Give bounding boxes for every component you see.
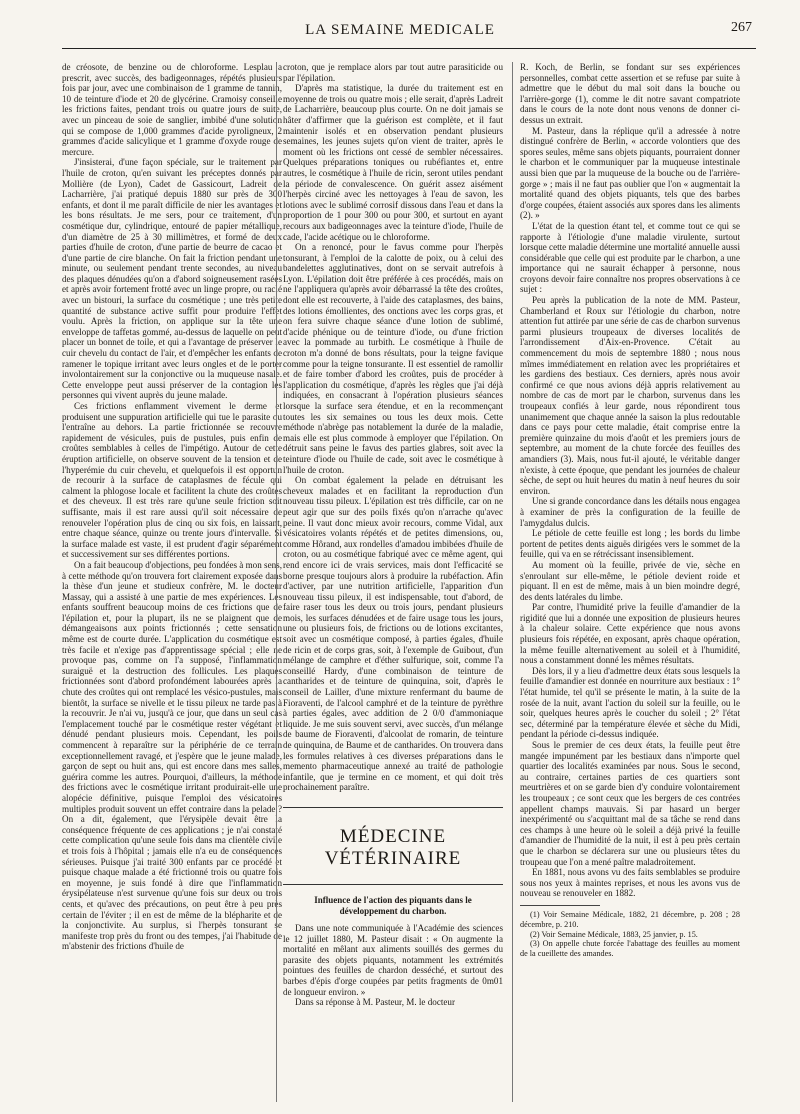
paragraph: Sous le premier de ces deux états, la feuille peut être mangée impunément par les bestiaux dans n'importe quel quartier des localités examinées par nous. Sous le second, au contraire, certaines parties de ces quartiers sont meurtrières et on se garde bien d'y conduire volontairement les troupeaux ; ce sont ceux que les bergers de ces contrées appellent champs mauvais. Si par hasard un berger inexpérimenté ou s'acquittant mal de sa tâche se rend dans ces champs à une heure où le soleil a déjà privé la feuille d'amandier de l'humidité de la nuit, il est à peu près certain que le charbon se déclarera sur une ou plusieurs têtes du troupeau que l'on a mené paître maladroitement.	[520, 740, 740, 867]
paragraph: On combat également la pelade en détruisant les cheveux malades et en facilitant la reproduction d'un nouveau tissu pileux. L'épilation est très difficile, car on ne peut agir que sur des poils fixés qu'on n'arrache qu'avec peine. Il vaut donc mieux avoir recours, comme Vidal, aux vésicatoires volants répétés et de petites dimensions, ou, comme Hôrand, aux rondelles d'amadou imbibées d'huile de croton, ou au cosmétique fabriqué avec ce même agent, qui rend encore ici de vrais services, mais dont l'efficacité se borne presque toujours alors à produire la rubéfaction. Afin d'activer, par une nutrition artificielle, l'apparition d'un nouveau tissu pileux, il est indispensable, tout d'abord, de faire raser tous les deux ou trois jours, pendant plusieurs mois, les surfaces dénudées et de faire usage tous les jours, une ou plusieurs fois, de frictions ou de lotions excitantes, soit avec un cosmétique composé, à parties égales, d'huile de ricin et de corps gras, soit, à l'exemple de Guibout, d'un mélange de camphre et d'éther sulfurique, soit, comme l'a conseillé Hardy, d'une combinaison de teinture de cantharides et de teinture de quinquina, soit, d'après le conseil de Lailler, d'une mixture renfermant du baume de Fioraventi, de l'alcool camphré et de la teinture de pyrèthre à parties égales, avec addition de 2 0/0 d'ammoniaque liquide. Je me suis souvent servi, avec succès, d'un mélange de baume de Fioraventi, d'alcoolat de romarin, de teinture de quinquina, de Baume et de cantharides. On trouvera dans les formules relatives à ces diverses préparations dans le memento pharmaceutique annexé au traité de pathologie infantile, que je termine en ce moment, et qui doit très prochainement paraître.	[283, 475, 503, 793]
column-1	[62, 62, 282, 1102]
footnotes	[520, 910, 740, 959]
paragraph: Peu après la publication de la note de MM. Pasteur, Chamberland et Roux sur l'étiologie du charbon, notre attention fut attirée par une série de cas de charbon survenus parmi plusieurs troupeaux de diverses localités de l'arrondissement d'Aix-en-Provence. C'était au commencement du mois de septembre 1880 ; nous nous mîmes immédiatement en relation avec les propriétaires et les gardiens des bestiaux. Ces derniers, après nous avoir confirmé ce que nous avions déjà appris relativement au nombre de cas de mort par le charbon, survenus dans les troupeaux confiés à leur garde, nous répondirent tous unanimement que chaque année la saison la plus redoutable dans ce pays pour cette maladie, était comprise entre la première quinzaine du mois d'août et les premiers jours de septembre, au moment de la chute forcée des feuilles des amandiers (3). Mais, nous fut-il ajouté, le véritable danger n'existe, à cette époque, que pendant les journées de chaleur sèche, de sept ou huit heures du matin à neuf heures du soir environ.	[520, 295, 740, 496]
paragraph: Le pétiole de cette feuille est long ; les bords du limbe portent de petites dents aiguës dirigées vers le sommet de la feuille, qui va en se rétrécissant insensiblement.	[520, 528, 740, 560]
footnote: (2) Voir Semaine Médicale, 1883, 25 janvier, p. 15.	[530, 929, 698, 939]
paragraph: En 1881, nous avons vu des faits semblables se produire sous nos yeux à maintes reprises, et nous les avons vus de nouveau se renouveler en 1882.	[520, 867, 740, 899]
journal-title: LA SEMAINE MEDICALE	[305, 22, 495, 38]
paragraph: Par contre, l'humidité prive la feuille d'amandier de la rigidité que lui a donnée une exposition de plusieurs heures à la chaleur solaire. Cette expérience que nous avons plusieurs fois répétée, en exposant, après chaque opération, la même feuille alternativement au soleil et à l'humidité, nous a constamment donné les mêmes résultats.	[520, 602, 740, 666]
column-3	[520, 62, 740, 1102]
column-2	[283, 62, 503, 1102]
paragraph: Dès lors, il y a lieu d'admettre deux états sous lesquels la feuille d'amandier est donnée en nourriture aux bestiaux : 1° l'état humide, tel qu'il se présente le matin, à la suite de la rosée de la nuit, avant l'action du soleil sur la feuille, ou le soir, quelques heures après le coucher du soleil ; 2° l'état sec, déterminé par la température élevée et sèche du Midi, pendant la période ci-dessus indiquée.	[520, 665, 740, 740]
paragraph: Une si grande concordance dans les détails nous engagea à examiner de près la configuration de la feuille de l'amygdalus dulcis.	[520, 496, 740, 528]
paragraph: On a fait beaucoup d'objections, peu fondées à mon sens, à cette méthode qu'on trouvera fort clairement exposée dans la thèse d'un jeune et studieux confrère, M. le docteur Massay, qui a assisté à une partie de mes expériences. Les enfants souffrent beaucoup moins de ces frictions que de l'épilation et, pour la plupart, ils ne se plaignent que de démangeaisons aux points frictionnés ; cette sensation même est de courte durée. L'application du cosmétique est très facile et n'exige pas d'apprentissage spécial ; elle ne provoque pas, comme on l'a supposé, l'inflammation suraiguë et la destruction des follicules. Les plaques frictionnées sont d'abord profondément labourées après la chute des croûtes qui ont remplacé les vésico-pustules, mais bientôt, la surface se nivelle et le tissu pileux ne tarde pas à la recouvrir. Je n'ai vu, jusqu'à ce jour, que dans un seul cas l'emplacement touché par le cosmétique rester végétant et dénudé pendant plusieurs mois. Cependant, les poils commencent à reparaître sur la périphérie de ce terrain exceptionnellement ravagé, et j'espère que le jeune malade, garçon de sept ou huit ans, qui est encore dans mes salles, guérira comme les autres. Pourquoi, d'ailleurs, la méthode des frictions avec le cosmétique irritant produirait-elle une alopécie définitive, puisque l'emploi des vésicatoires multiples produit souvent un effet contraire dans la pelade ? On a dit, également, que l'érysipèle devait être la conséquence fréquente de ces applications ; je n'ai constaté cette complication qu'une seule fois dans ma clientèle civile et trois fois à l'hôpital ; jamais elle n'a eu de conséquences sérieuses. Puisque j'ai traité 300 enfants par ce procédé et puisque chaque malade a été frictionné trois ou quatre fois en moyenne, je suis fondé à dire que l'inflammation érysipélateuse n'est survenue qu'une fois sur deux ou trois cents, et qu'avec des précautions, on peut être à peu près certain de l'éviter ; il en est de même de la blépharite et de la conjonctivite. Au surplus, si l'herpès tonsurant se manifeste trop près du front ou des tempes, j'ai l'habitude de m'abstenir des frictions d'huile de	[62, 559, 282, 952]
column-divider	[276, 62, 277, 1102]
footnote-rule	[520, 905, 600, 906]
footnote: (3) On appelle chute forcée l'abattage des feuilles au moment de la cueillette des amandes.	[520, 939, 740, 959]
page-number: 267	[731, 20, 752, 35]
paragraph: Ces frictions enflamment vivement le derme et produisent une suppuration artificielle qui tue le parasite ou l'entraîne au dehors. La partie frictionnée se recouvre rapidement de vésicules, puis de pustules, puis enfin de croûtes semblables à celles de l'impétigo. Autour de cette éruption artificielle, on observe souvent de la tension et de l'hyperémie du cuir chevelu, et quelquefois il est opportun de recourir à la surface de cataplasmes de fécule qui calment la phlogose locale et facilitent la chute des croûtes et des cheveux. Il est très rare qu'une seule friction soit suffisante, mais il est rare aussi qu'il soit nécessaire de renouveler l'opération plus de cinq ou six fois, en laissant, entre chaque séance, quinze ou trente jours d'intervalle. Si la surface malade est vaste, il est prudent d'agir séparément et successivement sur ses différentes portions.	[62, 401, 282, 560]
paragraph: de créosote, de benzine ou de chloroforme. Lesplau a prescrit, avec succès, des badigeonnages, répétés plusieurs fois par jour, avec une combinaison de 1 gramme de tannin, 10 de teinture d'iode et 20 de glycérine. Cramoisy conseille les frictions faites, pendant trois ou quatre jours de suite, avec un pinceau de soie de sanglier, imbibé d'une solution qui se compose de 1,000 grammes d'acide pyroligneux, 2 grammes d'acide salicylique et 1 gramme d'oxyde rouge de mercure.	[62, 62, 282, 157]
page-header	[0, 0, 800, 46]
paragraph: J'insisterai, d'une façon spéciale, sur le traitement par l'huile de croton, qu'en suivant les préceptes donnés par Mollière (de Lyon), Cadet de Gassicourt, Ladreit de Lacharrière, j'ai pratiqué depuis 1880 sur près de 300 enfants, et dont il me paraît difficile de nier les avantages et les bons résultats. Je me sers, pour ce traitement, d'un cosmétique dur, cylindrique, entouré de papier métallique, d'un diamètre de 25 à 30 millimètres, et formé de deux parties d'huile de croton, d'une partie de beurre de cacao et d'une partie de cire blanche. On fait la friction pendant une minute, ou seulement pendant trente secondes, au niveau des plaques dénudées qu'on a d'abord soigneusement rasées et après avoir fortement frotté avec un linge propre, ou raclé avec un bistouri, la surface du cosmétique ; une très petite quantité de substance active suffit pour produire l'effet voulu. Après la friction, on applique sur la tête une enveloppe de taffetas gommé, au-dessus de laquelle on peut placer un bonnet de toile, et qui a l'avantage de préserver le cuir chevelu du contact de l'air, et d'empêcher les enfants de ramener le topique irritant avec leurs ongles et de le porter involontairement sur la conjonctive ou la muqueuse nasale. Cette enveloppe peut aussi préserver de la contagion les personnes qui vivent auprès du jeune malade.	[62, 157, 282, 401]
paragraph: D'après ma statistique, la durée du traitement est en moyenne de trois ou quatre mois ; elle serait, d'après Ladreit de Lacharrière, beaucoup plus courte. On ne doit jamais se hâter d'affirmer que la guérison est complète, et il faut maintenir isolés et en observation pendant plusieurs semaines, les jeunes sujets qu'on vient de traiter, après le moment où les frictions ont cessé de sembler nécessaires. Quelques préparations toniques ou rubéfiantes et, entre autres, le cosmétique à l'huile de ricin, seront utiles pendant la période de convalescence. On guérit assez aisément l'herpès circiné avec les nettoyages à l'eau de savon, les lotions avec le sublimé corrosif dissous dans l'eau et dans la proportion de 1 pour 300 ou pour 300, et surtout en ayant recours aux badigeonnages avec la teinture d'iode, l'huile de cade, l'acide acétique ou le chloroforme.	[283, 83, 503, 242]
column-divider	[512, 62, 513, 1102]
header-rule	[62, 48, 756, 49]
section-title: MÉDECINE VÉTÉRINAIRE	[324, 825, 462, 869]
paragraph: Dans une note communiquée à l'Académie des sciences le 12 juillet 1880, M. Pasteur disait : « On augmente la mortalité en mêlant aux aliments souillés des germes du parasite des objets piquants, notamment les extrémités pointues des feuilles de chardon desséché, et surtout des barbes d'épis d'orge coupées par petits fragments de 0m01 de longueur environ. »	[283, 922, 503, 997]
paragraph: On a renoncé, pour le favus comme pour l'herpès tonsurant, à l'emploi de la calotte de poix, ou à celui des bandelettes agglutinatives, dont on se servait autrefois à Lyon. L'épilation doit être préférée à ces procédés, mais on ne l'appliquera qu'après avoir débarrassé la tête des croûtes, dont elle est recouverte, à l'aide des cataplasmes, des bains, des lotions émollientes, des onctions avec les corps gras, et on fera suivre chaque séance d'une lotion de sublimé, d'acide phénique ou de teinture d'iode, ou d'une friction avec la pommade au turbith. Le cosmétique à l'huile de croton m'a donné de bons résultats, pour la teigne favique comme pour la teigne tonsurante. Il est essentiel de ramollir et de faire tomber d'abord les croûtes, puis de procéder à l'application du cosmétique, d'après les règles que j'ai déjà indiquées, en consacrant à l'opération plusieurs séances lorsque la surface sera étendue, et en la recommençant toutes les six semaines ou tous les deux mois. Cette méthode n'abrège pas notablement la durée de la maladie, mais elle est plus commode à employer que l'épilation. On détruit sans peine le favus des parties glabres, soit avec la teinture d'iode ou l'huile de cade, soit avec le cosmétique à l'huile de croton.	[283, 242, 503, 475]
paragraph: Dans sa réponse à M. Pasteur, M. le docteur	[295, 997, 455, 1008]
paragraph: L'état de la question étant tel, et comme tout ce qui se rapporte à l'étiologie d'une maladie virulente, surtout lorsque cette maladie détermine une mortalité annuelle aussi considérable que celle qui est produite par le charbon, a une importance qui ne saurait échapper à personne, nous croyons devoir faire connaître nos propres observations à ce sujet :	[520, 220, 740, 295]
paragraph: croton, que je remplace alors par tout autre parasiticide ou par l'épilation.	[283, 62, 503, 83]
paragraph: Au moment où la feuille, privée de vie, sèche en s'enroulant sur elle-même, le pétiole devient roide et piquant. Il en est de même, mais à un bien moindre degré, des dents latérales du limbe.	[520, 559, 740, 602]
paragraph: R. Koch, de Berlin, se fondant sur ses expériences personnelles, combat cette assertion et se refuse par suite à admettre que le début du mal soit dans la bouche ou l'arrière-gorge (1), comme le dit notre savant compatriote dans le cours de la note dont nous venons de donner ci-dessus un extrait.	[520, 62, 740, 125]
paragraph: M. Pasteur, dans la réplique qu'il a adressée à notre distingué confrère de Berlin, « accorde volontiers que des spores seules, même sans objets piquants, pourraient donner le charbon et le communiquer par la muqueuse intestinale aussi bien que par la muqueuse de la bouche ou de l'arrière-gorge » ; mais il ne faut pas oublier que l'on « augmentait la mortalité quand des objets piquants, tels que des barbes d'orge coupées, étaient associés aux spores dans les aliments (2). »	[520, 125, 740, 221]
footnote: (1) Voir Semaine Médicale, 1882, 21 décembre, p. 208 ; 28 décembre, p. 210.	[520, 909, 740, 929]
article-subheading: Influence de l'action des piquants dans le développement du charbon.	[314, 894, 472, 916]
section-header	[283, 807, 503, 885]
